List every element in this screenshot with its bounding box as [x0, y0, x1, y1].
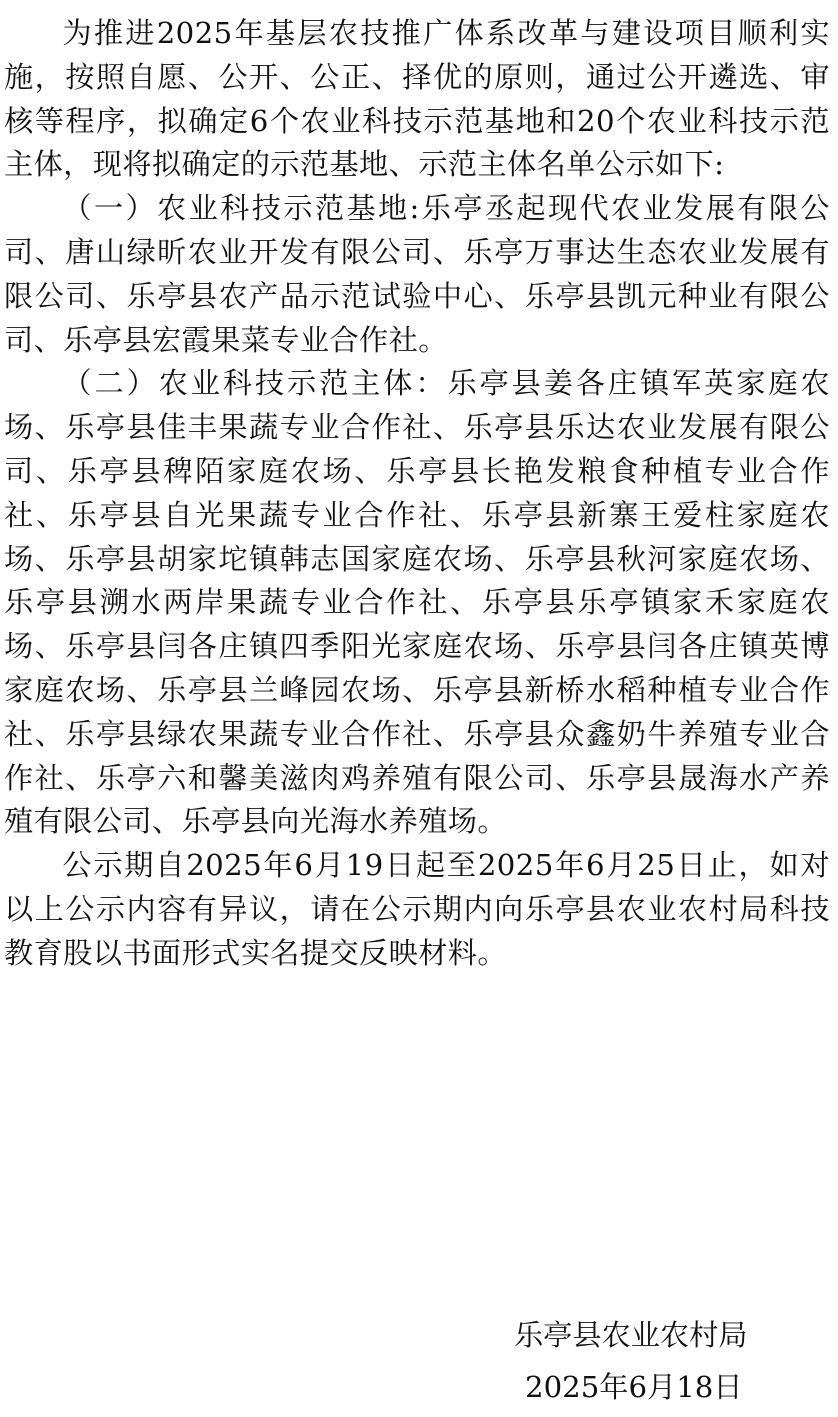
signature-date: 2025年6月18日 — [525, 1370, 743, 1404]
intro-paragraph: 为推进2025年基层农技推广体系改革与建设项目顺利实施，按照自愿、公开、公正、择优的原则，通过公开遴选、审核等程序，拟确定6个农业科技示范基地和20个农业科技示范主体，现将拟确定的示范基地、示范主体名单公示如下: — [4, 16, 830, 182]
signature-organization: 乐亭县农业农村局 — [514, 1318, 748, 1352]
demonstration-bases-paragraph: （一）农业科技示范基地:乐亭丞起现代农业发展有限公司、唐山绿昕农业开发有限公司、乐亭万事达生态农业发展有限公司、乐亭县农产品示范试验中心、乐亭县凯元种业有限公司、乐亭县宏霞果菜专业合作社。 — [4, 191, 830, 357]
objection-period-paragraph: 公示期自2025年6月19日起至2025年6月25日止，如对以上公示内容有异议，请在公示期内向乐亭县农业农村局科技教育股以书面形式实名提交反映材料。 — [4, 848, 830, 970]
notice-body — [4, 12, 830, 976]
demonstration-entities-paragraph: （二）农业科技示范主体：乐亭县姜各庄镇军英家庭农场、乐亭县佳丰果蔬专业合作社、乐亭县乐达农业发展有限公司、乐亭县稗陌家庭农场、乐亭县长艳发粮食种植专业合作社、乐亭县自光果蔬专业合作社、乐亭县新寨王爱柱家庭农场、乐亭县胡家坨镇韩志国家庭农场、乐亭县秋河家庭农场、乐亭县溯水两岸果蔬专业合作社、乐亭县乐亭镇家禾家庭农场、乐亭县闫各庄镇四季阳光家庭农场、乐亭县闫各庄镇英博家庭农场、乐亭县兰峰园农场、乐亭县新桥水稻种植专业合作社、乐亭县绿农果蔬专业合作社、乐亭县众鑫奶牛养殖专业合作社、乐亭六和馨美滋肉鸡养殖有限公司、乐亭县晟海水产养殖有限公司、乐亭县向光海水养殖场。 — [4, 366, 830, 839]
